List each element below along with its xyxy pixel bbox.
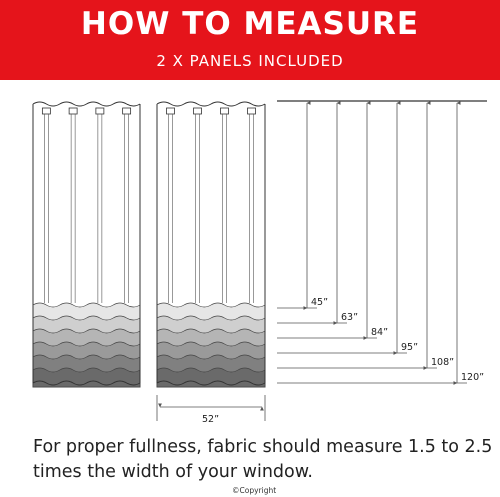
panel-top-wave [157,102,265,106]
grommet [96,108,104,114]
grommet [221,108,229,114]
curtain-panel-right [157,102,265,387]
grommet [123,108,131,114]
length-label: 120” [461,372,485,383]
header-title: HOW TO MEASURE [80,6,420,42]
panel-width-label: 52” [202,414,220,425]
panel-top-wave [33,102,140,106]
grommet [248,108,256,114]
length-label: 108” [431,357,455,368]
length-label: 45” [311,297,329,308]
length-guides [277,101,487,383]
length-label: 63” [341,312,359,323]
length-label: 95” [401,342,419,353]
curtain-panel-left [33,102,140,387]
grommet [167,108,175,114]
panel-width-dimension [157,395,265,425]
copyright-note: ©Copyright [232,486,277,495]
grommet [69,108,77,114]
header-banner [0,0,500,80]
grommet [194,108,202,114]
header-subtitle: 2 X PANELS INCLUDED [156,52,344,70]
fullness-caption: For proper fullness, fabric should measure 1.5 to 2.5 times the width of your window. [33,437,493,482]
measure-diagram [0,80,500,430]
grommet [42,108,50,114]
length-label: 84” [371,327,389,338]
